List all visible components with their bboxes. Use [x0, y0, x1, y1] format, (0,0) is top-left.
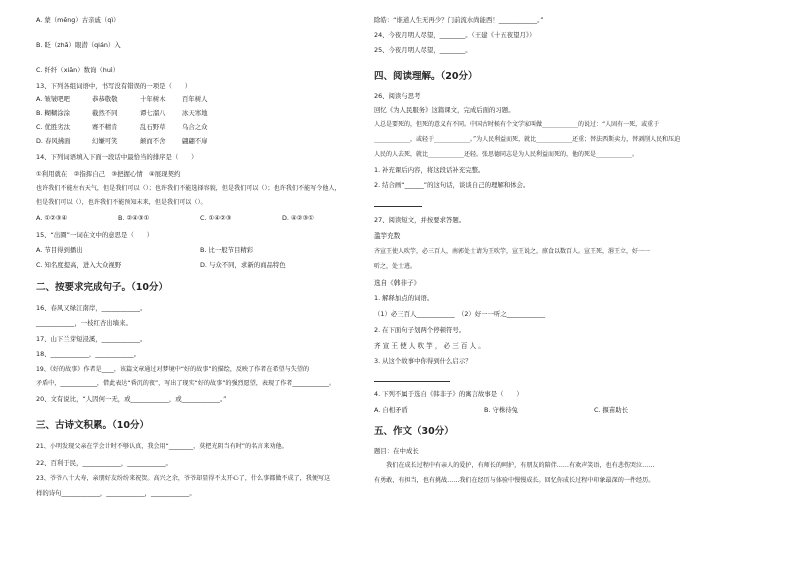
question-15-stem: 15、“出圈”一词在文中的意思是（ ） — [36, 231, 154, 239]
essay-topic: 题目：在中成长 — [374, 447, 419, 455]
q13-cell: 谭七溜八 — [140, 109, 166, 117]
question-23: 23、爷爷八十大寿，亲朋好友纷纷来祝贺。高兴之余，爷爷却显得不太开心了，什么事都做不成了，我便写这 — [36, 475, 331, 482]
question-19: 19、《好的故事》作者是____，该篇文章通过对梦境中“好的故事”的描绘，反映了作者在希望与失望的 — [36, 366, 310, 373]
reading-passage: 人总是要死的，但死的意义有不同。中国古时候有个文学家叫做____________的说过：“人固有一死，或重于 — [374, 121, 660, 128]
question-14-passage: 但是我们可以（），也许我们不能预知未来，但是我们可以（）。 — [36, 199, 207, 206]
question-14-words: ①利用就在 ②指挥自己 ③把握心情 ④展现契约 — [36, 170, 181, 178]
section-5-heading: 五、作文（30分） — [374, 426, 454, 437]
q13-cell: 恭恭敬敬 — [92, 95, 118, 103]
classical-text: 听之，处士逃。 — [374, 263, 417, 270]
question-14-stem: 14、下列词语填入下面一段话中最恰当的排序是（ ） — [36, 153, 198, 161]
question-24: 24、今夜月明人尽望，________。（王建《十五夜望月》） — [374, 31, 536, 39]
right-column — [374, 0, 766, 562]
q15-option: A. 节目得到播出 — [36, 246, 83, 254]
question-23: 样的诗句____________，____________，____________。 — [36, 489, 196, 497]
classical-text-source: 选自《韩非子》 — [374, 279, 421, 287]
essay-prompt: 我们在成长过程中有亲人的爱护，有师长的呵护，有朋友的陪伴……有欢声笑语，也有悲伤哭泣…… — [374, 462, 655, 469]
reading-passage: 人民的人去死，就比____________还轻。张思德同志是为人民利益而死的，他的死是____________。 — [374, 151, 639, 158]
question-20: 20、文有说比，“人因何一无，或____________，或____________。” — [36, 395, 227, 403]
q26-sub-2: 2. 结合画“______”的这句话，谈谈自己的理解和体会。 — [374, 181, 530, 189]
question-13-stem: 13、下列各组词语中，书写没有错误的一项是（ ） — [36, 82, 192, 90]
q13-cell: 乌合之众 — [182, 123, 208, 131]
q27-option: B. 守株待兔 — [484, 406, 519, 414]
q14-option: A. ①②③④ — [36, 214, 68, 222]
q27-option: A. 自相矛盾 — [374, 406, 408, 414]
q13-cell: 翩翩不扉 — [182, 137, 208, 145]
q13-cell: D. 春风拂面 — [36, 137, 71, 145]
question-16b: ____________，一枝红杏出墙来。 — [36, 319, 132, 327]
answer-line — [374, 381, 450, 382]
q14-option: C. ①④②③ — [200, 214, 232, 222]
q14-option: B. ②④③① — [118, 214, 150, 222]
answer-line — [374, 206, 422, 207]
q27-sub-2: 2. 在下面句子划两个停顿符号。 — [374, 326, 466, 334]
q27-sub-4: 4. 下列不属于选自《韩非子》的寓言故事是（ ） — [374, 390, 523, 398]
q13-cell: 冰天寒地 — [182, 109, 208, 117]
reading-passage: ____________，或轻于____________。”为人民利益而死，就比____________还重；替法西斯卖力，替剥削人民和压迫 — [374, 136, 681, 143]
question-14-passage: 也许我们不能左右天气，但是我们可以（）；也许我们不能选择容貌，但是我们可以（）；也许我们不能写令他人， — [36, 185, 341, 192]
section-4-heading: 四、阅读理解。（20分） — [374, 71, 478, 82]
q15-option: C. 知名度提高，进入大众视野 — [36, 261, 122, 269]
q13-cell: 百年树人 — [182, 95, 208, 103]
q13-cell: 截然不同 — [92, 109, 118, 117]
question-27: 27、阅读短文，并按要求答题。 — [374, 216, 466, 224]
question-16: 16、春风又绿江南岸，____________。 — [36, 304, 147, 312]
q26-sub-1: 1. 补充课后内容，将这段话补充完整。 — [374, 166, 485, 174]
q13-cell: A. 皱皱吧吧 — [36, 95, 70, 103]
option-line: A. 蒙（mēng）古亲戚（qì） — [36, 16, 120, 24]
q15-option: D. 与众不同，求新的商品特色 — [200, 261, 286, 269]
q27-sub-2-sentence: 齐 宣 王 使 人 吹 竽 ， 必 三 百 人 。 — [374, 342, 485, 350]
left-column — [36, 0, 356, 562]
q27-option: C. 揠苗助长 — [594, 406, 629, 414]
q15-option: B. 比一般节目精彩 — [200, 246, 254, 254]
q13-cell: 幻嫌可笑 — [92, 137, 118, 145]
section-3-heading: 三、古诗文积累。（10分） — [36, 420, 149, 431]
question-21: 21、小明发现父亲在学会计时不够认真，我会用“________，莫把光阴当有时”的名言来劝他。 — [36, 443, 288, 450]
question-19: 矛盾中，____________，借此表达“昏沉的夜”，写出了现实“好的故事”的强烈愿望，表现了作者____________。 — [36, 380, 336, 387]
question-17: 17、山下兰芽短浸溪，____________。 — [36, 335, 147, 343]
option-line: B. 眨（zhǎ）眼潜（qián）入 — [36, 41, 121, 49]
question-22: 22、百利于民，____________，____________。 — [36, 459, 172, 467]
section-2-heading: 二、按要求完成句子。（10分） — [36, 282, 168, 293]
q27-sub-3: 3. 从这个故事中你得到什么启示？ — [374, 357, 472, 365]
classical-text-title: 滥竽充数 — [374, 232, 401, 240]
q13-cell: C. 优胜劣汰 — [36, 123, 71, 131]
q13-cell: 乱石野草 — [140, 123, 166, 131]
q26-intro: 回忆《为人民服务》这篇课文，完成后面的习题。 — [374, 106, 515, 114]
classical-text: 齐宣王使人吹竽，必三百人，南郭处士请为王吹竽，宣王说之，廪食以数百人。宣王死，湣王立，好一一 — [374, 248, 651, 255]
essay-prompt: 有勇敢，有担当，也有挑战……我们在经历与体验中慢慢成长。回忆你成长过程中印象最深的一件经历。 — [374, 477, 655, 484]
q27-sub-1-blanks: （1）必三百人____________ （2）好一一听之____________ — [374, 310, 546, 318]
q13-cell: 颠而不舍 — [140, 137, 166, 145]
q14-option: D. ④②③① — [282, 214, 314, 222]
question-26: 26、阅读与思考 — [374, 92, 421, 100]
question-18: 18、____________，____________。 — [36, 350, 140, 358]
question-25: 25、今夜月明人尽望，________。 — [374, 46, 472, 54]
q27-sub-1: 1. 解释加点的词语。 — [374, 294, 434, 302]
question-poem-line: 除皓：“谁道人生无再少？门前流水尚能西！____________。” — [374, 16, 544, 24]
option-line: C. 纤纤（xiān）数询（huì） — [36, 66, 120, 74]
q13-cell: 赛不精肯 — [92, 123, 118, 131]
q13-cell: B. 糊糊涂涂 — [36, 109, 71, 117]
q13-cell: 十年树木 — [140, 95, 166, 103]
